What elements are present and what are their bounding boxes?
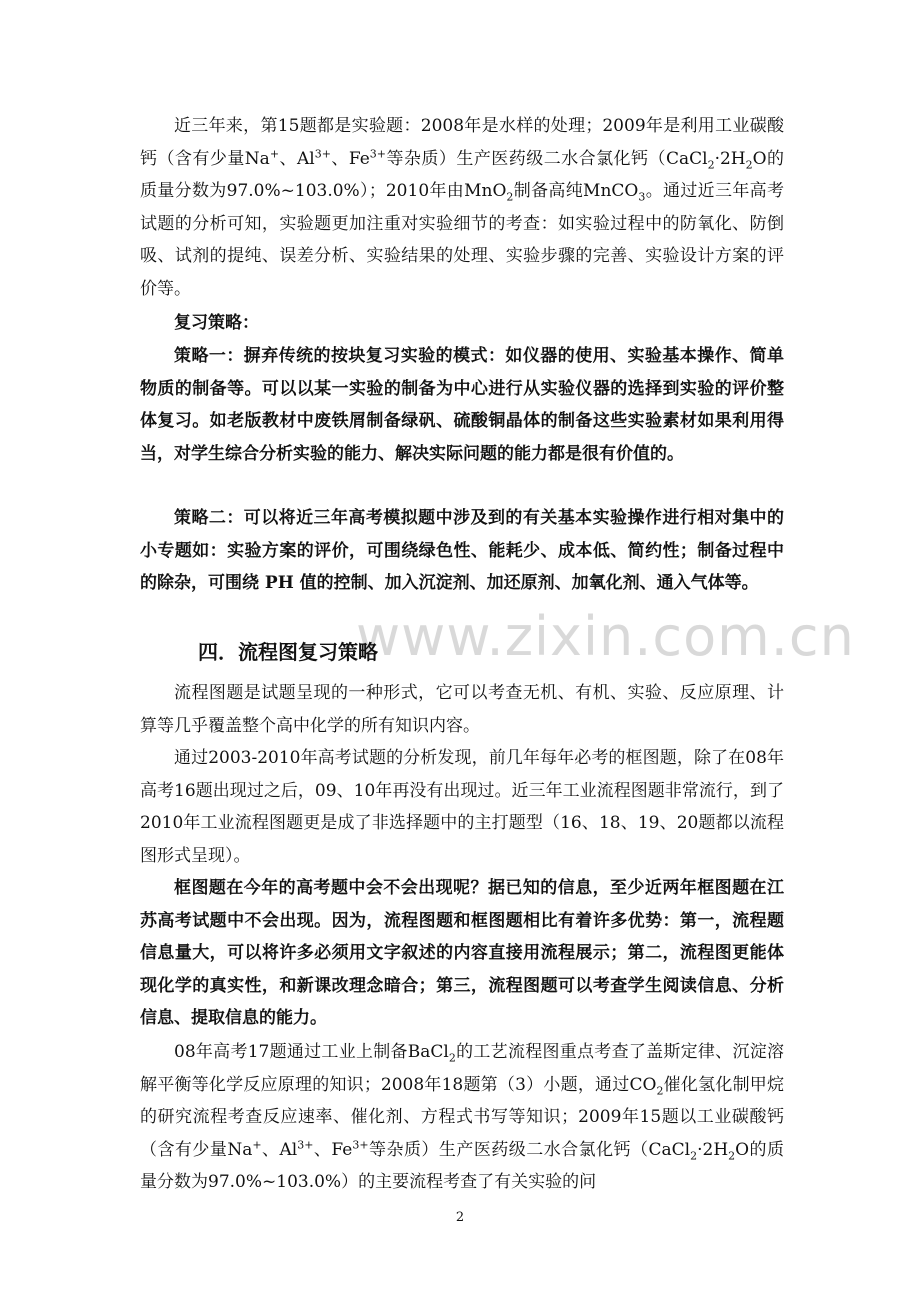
text-run: O的质量分数为97.0%~103.0%）的主要流程考查了有关实验的问 [140, 1139, 785, 1193]
paragraph-strategy-one: 策略一：摒弃传统的按块复习实验的模式：如仪器的使用、实验基本操作、简单物质的制备等。可以以某一实验的制备为中心进行从实验仪器的选择到实验的评价整体复习。如老版教材中废铁屑制备绿矾、硫酸铜晶体的制备这些实验素材如果利用得当，对学生综合分析实验的能力、解决实际问题的能力都是很有价值的。 [140, 346, 784, 464]
text-run: 、Fe [313, 1139, 353, 1160]
page-number: 2 [455, 1210, 465, 1225]
paragraph-flowchart-analysis: 通过2003-2010年高考试题的分析发现，前几年每年必考的框图题，除了在08年高考16题出现过之后，09、10年再没有出现过。近三年工业流程图题非常流行，到了2010年工业流程图题更是成了非选择题中的主打题型（16、18、19、20题都以流程图形式呈现）。 [140, 748, 784, 866]
subscript: 2 [690, 1149, 698, 1163]
paragraph-flowchart-intro: 流程图题是试题呈现的一种形式，它可以考查无机、有机、实验、反应原理、计算等几乎覆盖整个高中化学的所有知识内容。 [140, 683, 784, 736]
text-run: 。通过近三年高考试题的分析可知，实验题更加注重对实验细节的考查：如实验过程中的防氧化、防倒吸、试剂的提纯、误差分析、实验结果的处理、实验步骤的完善、实验设计方案的评价等。 [140, 181, 784, 299]
superscript: + [269, 146, 280, 160]
superscript: + [252, 1138, 262, 1152]
text-run: 的工艺流程图重点考查了盖斯定律、沉淀溶解平衡等化学反应原理的知识；2008年18题第（3）小题，通过CO [140, 1042, 784, 1095]
text-run: ·2H [714, 148, 746, 169]
text-run: 、Al [279, 148, 315, 169]
review-strategy-title: 复习策略： [174, 313, 259, 333]
watermark: www.zixin.com.cn [356, 605, 855, 668]
section-heading-flowchart: 四．流程图复习策略 [198, 640, 378, 664]
text-run: 等杂质）生产医药级二水合氯化钙（CaCl [386, 148, 708, 169]
text-run: 催化氢化制甲烷的研究流程考查反应速率、催化剂、方程式书写等知识；2009年15题以工业碳酸钙（含有少量Na [140, 1074, 785, 1160]
subscript: 2 [448, 1051, 456, 1065]
subscript: 2 [707, 157, 715, 171]
superscript: 3+ [314, 146, 331, 160]
text-run: ·2H [697, 1139, 729, 1160]
subscript: 2 [656, 1083, 664, 1097]
text-run: 等杂质）生产医药级二水合氯化钙（CaCl [368, 1139, 691, 1160]
subscript: 2 [506, 190, 514, 204]
paragraph-experiment-intro [140, 110, 784, 306]
text-run: 、Fe [330, 148, 370, 169]
subscript: 3 [638, 190, 646, 204]
text-run: 制备高纯MnCO [513, 181, 639, 202]
paragraph-exam-examples [140, 1036, 784, 1199]
superscript: 3+ [369, 146, 387, 160]
superscript: 3+ [297, 1138, 314, 1152]
text-run: 、Al [261, 1139, 298, 1160]
text-run: 近三年来，第15题都是实验题：2008年是水样的处理；2009年是利用工业碳酸钙（含有少量Na [140, 116, 784, 169]
subscript: 2 [728, 1149, 736, 1163]
text-run: O的质量分数为97.0%~103.0%）；2010年由MnO [140, 148, 785, 202]
paragraph-flowchart-advantages: 框图题在今年的高考题中会不会出现呢？据已知的信息，至少近两年框图题在江苏高考试题中不会出现。因为，流程图题和框图题相比有着许多优势：第一，流程题信息量大，可以将许多必须用文字叙述的内容直接用流程展示；第二，流程图更能体现化学的真实性，和新课改理念暗合；第三，流程图题可以考查学生阅读信息、分析信息、提取信息的能力。 [140, 878, 784, 1029]
subscript: 2 [745, 157, 753, 171]
paragraph-strategy-two: 策略二：可以将近三年高考模拟题中涉及到的有关基本实验操作进行相对集中的小专题如：实验方案的评价，可围绕绿色性、能耗少、成本低、简约性；制备过程中的除杂，可围绕 PH 值的控制、加入沉淀剂、加还原剂、加氧化剂、通入气体等。 [140, 508, 784, 594]
superscript: 3+ [352, 1138, 369, 1152]
text-run: 08年高考17题通过工业上制备BaCl [174, 1042, 449, 1062]
